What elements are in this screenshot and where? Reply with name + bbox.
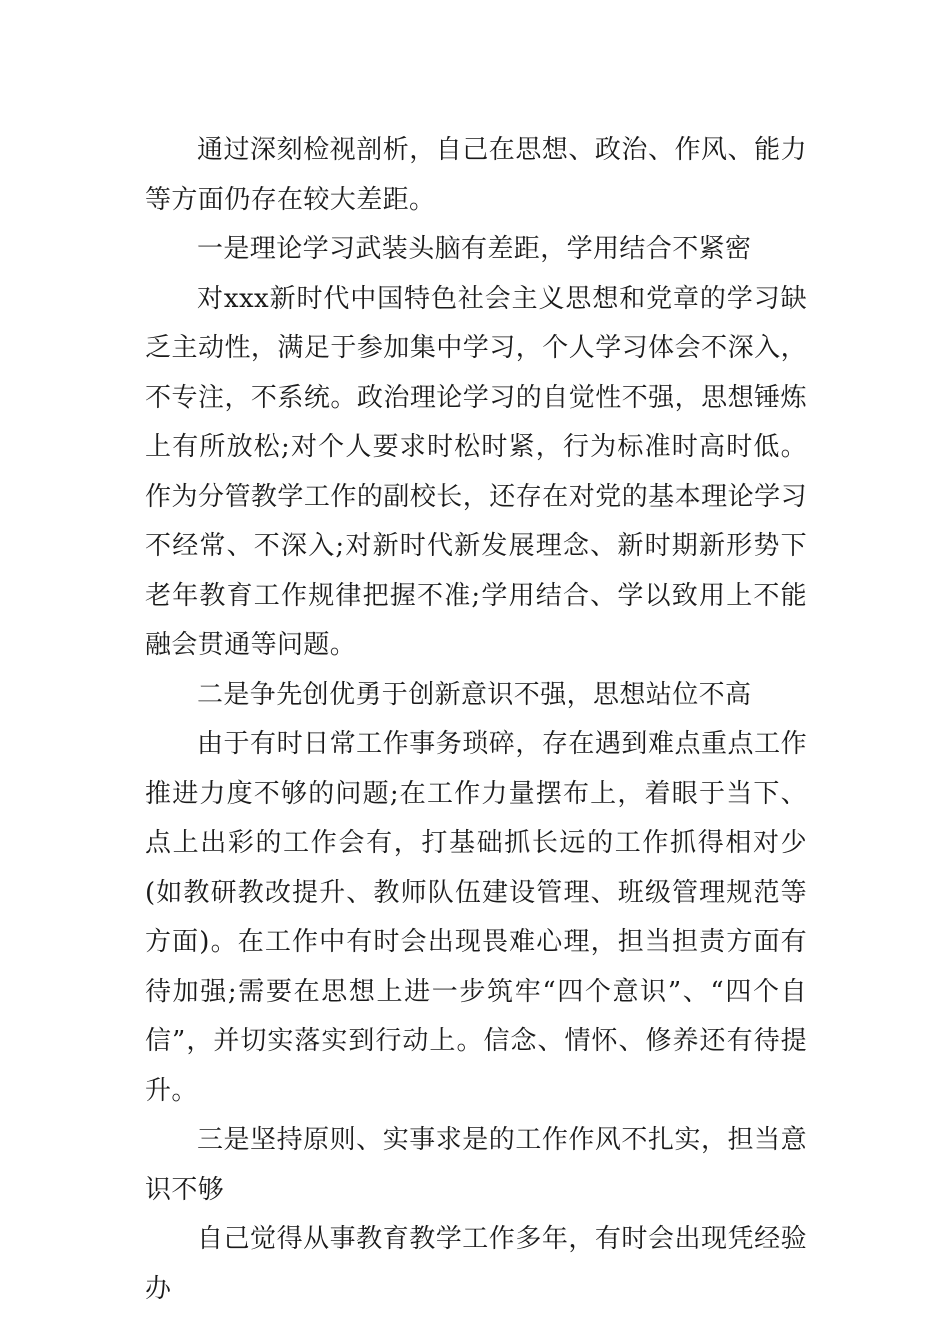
paragraph-intro: 通过深刻检视剖析，自己在思想、政治、作风、能力等方面仍存在较大差距。 <box>145 135 807 215</box>
document-body <box>145 126 807 1314</box>
paragraph-point-one: 对xxx新时代中国特色社会主义思想和党章的学习缺乏主动性，满足于参加集中学习，个人学习体会不深入，不专注，不系统。政治理论学习的自觉性不强，思想锤炼上有所放松;对个人要求时松时紧，行为标准时高时低。作为分管教学工作的副校长，还存在对党的基本理论学习不经常、不深入;对新时代新发展理念、新时期新形势下老年教育工作规律把握不准;学用结合、学以致用上不能融会贯通等问题。 <box>145 283 807 660</box>
heading-point-one: 一是理论学习武装头脑有差距，学用结合不紧密 <box>197 234 752 264</box>
paragraph-point-two: 由于有时日常工作事务琐碎，存在遇到难点重点工作推进力度不够的问题;在工作力量摆布上，着眼于当下、点上出彩的工作会有，打基础抓长远的工作抓得相对少(如教研教改提升、教师队伍建设管理、班级管理规范等方面)。在工作中有时会出现畏难心理，担当担责方面有待加强;需要在思想上进一步筑牢“四个意识”、“四个自信”，并切实落实到行动上。信念、情怀、修养还有待提升。 <box>145 729 807 1106</box>
heading-point-three: 三是坚持原则、实事求是的工作作风不扎实，担当意识不够 <box>145 1125 807 1205</box>
heading-point-two: 二是争先创优勇于创新意识不强，思想站位不高 <box>197 679 752 710</box>
paragraph-point-three: 自己觉得从事教育教学工作多年，有时会出现凭经验办 <box>145 1224 807 1304</box>
